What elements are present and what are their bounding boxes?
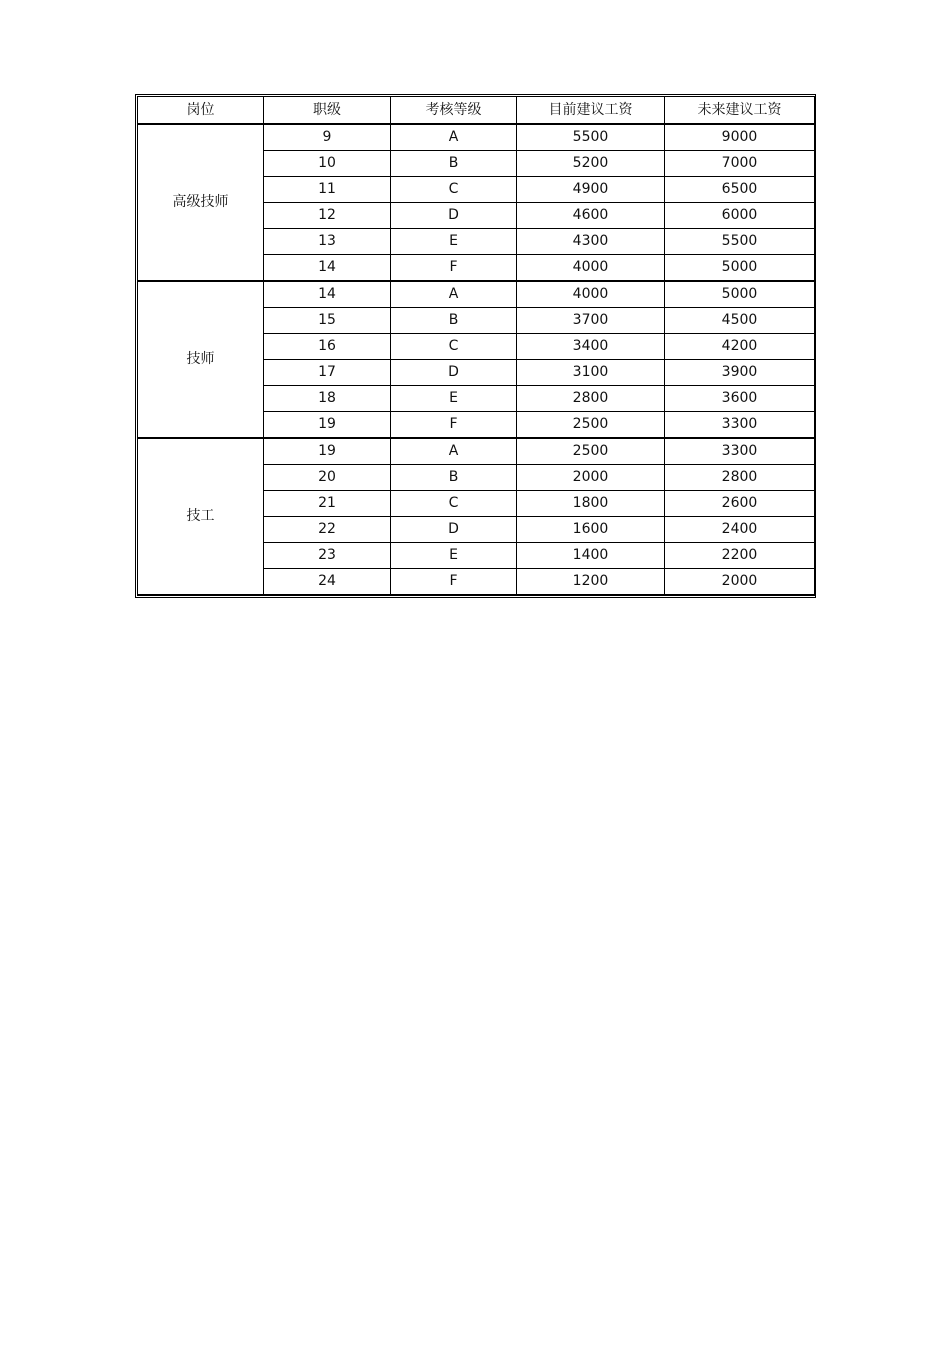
grade-cell: A (391, 438, 517, 465)
current-salary-cell: 2500 (517, 412, 665, 439)
salary-table-wrapper (135, 94, 816, 598)
future-salary-cell: 6500 (665, 177, 815, 203)
future-salary-cell: 3600 (665, 386, 815, 412)
future-salary-cell: 2800 (665, 465, 815, 491)
level-cell: 14 (264, 281, 391, 308)
level-cell: 22 (264, 517, 391, 543)
position-cell: 技工 (138, 438, 264, 595)
salary-table (137, 96, 815, 596)
grade-cell: C (391, 177, 517, 203)
current-salary-cell: 5500 (517, 124, 665, 151)
current-salary-cell: 4900 (517, 177, 665, 203)
level-cell: 24 (264, 569, 391, 596)
current-salary-cell: 1400 (517, 543, 665, 569)
level-cell: 9 (264, 124, 391, 151)
current-salary-cell: 3100 (517, 360, 665, 386)
grade-cell: D (391, 517, 517, 543)
future-salary-cell: 3300 (665, 412, 815, 439)
future-salary-cell: 2400 (665, 517, 815, 543)
future-salary-cell: 5000 (665, 255, 815, 282)
header-position: 岗位 (138, 97, 264, 125)
level-cell: 16 (264, 334, 391, 360)
grade-cell: C (391, 334, 517, 360)
current-salary-cell: 1200 (517, 569, 665, 596)
level-cell: 10 (264, 151, 391, 177)
table-row (138, 124, 815, 151)
future-salary-cell: 6000 (665, 203, 815, 229)
grade-cell: D (391, 360, 517, 386)
level-cell: 23 (264, 543, 391, 569)
grade-cell: F (391, 255, 517, 282)
current-salary-cell: 4300 (517, 229, 665, 255)
table-body (138, 124, 815, 595)
future-salary-cell: 5000 (665, 281, 815, 308)
level-cell: 14 (264, 255, 391, 282)
current-salary-cell: 4000 (517, 281, 665, 308)
future-salary-cell: 2600 (665, 491, 815, 517)
grade-cell: F (391, 412, 517, 439)
grade-cell: E (391, 386, 517, 412)
grade-cell: B (391, 465, 517, 491)
future-salary-cell: 5500 (665, 229, 815, 255)
future-salary-cell: 3900 (665, 360, 815, 386)
header-level: 职级 (264, 97, 391, 125)
level-cell: 19 (264, 412, 391, 439)
level-cell: 13 (264, 229, 391, 255)
future-salary-cell: 7000 (665, 151, 815, 177)
level-cell: 20 (264, 465, 391, 491)
table-row (138, 438, 815, 465)
grade-cell: F (391, 569, 517, 596)
current-salary-cell: 1800 (517, 491, 665, 517)
grade-cell: B (391, 308, 517, 334)
future-salary-cell: 4500 (665, 308, 815, 334)
grade-cell: A (391, 124, 517, 151)
table-header-row (138, 97, 815, 125)
level-cell: 11 (264, 177, 391, 203)
grade-cell: C (391, 491, 517, 517)
current-salary-cell: 3400 (517, 334, 665, 360)
current-salary-cell: 4600 (517, 203, 665, 229)
level-cell: 15 (264, 308, 391, 334)
position-cell: 高级技师 (138, 124, 264, 281)
future-salary-cell: 3300 (665, 438, 815, 465)
level-cell: 17 (264, 360, 391, 386)
grade-cell: E (391, 229, 517, 255)
future-salary-cell: 2200 (665, 543, 815, 569)
level-cell: 12 (264, 203, 391, 229)
current-salary-cell: 3700 (517, 308, 665, 334)
grade-cell: E (391, 543, 517, 569)
grade-cell: B (391, 151, 517, 177)
future-salary-cell: 4200 (665, 334, 815, 360)
current-salary-cell: 5200 (517, 151, 665, 177)
level-cell: 19 (264, 438, 391, 465)
position-cell: 技师 (138, 281, 264, 438)
level-cell: 18 (264, 386, 391, 412)
future-salary-cell: 9000 (665, 124, 815, 151)
grade-cell: D (391, 203, 517, 229)
current-salary-cell: 1600 (517, 517, 665, 543)
header-future-salary: 未来建议工资 (665, 97, 815, 125)
table-row (138, 281, 815, 308)
grade-cell: A (391, 281, 517, 308)
current-salary-cell: 4000 (517, 255, 665, 282)
header-current-salary: 目前建议工资 (517, 97, 665, 125)
current-salary-cell: 2500 (517, 438, 665, 465)
header-grade: 考核等级 (391, 97, 517, 125)
current-salary-cell: 2000 (517, 465, 665, 491)
level-cell: 21 (264, 491, 391, 517)
current-salary-cell: 2800 (517, 386, 665, 412)
future-salary-cell: 2000 (665, 569, 815, 596)
